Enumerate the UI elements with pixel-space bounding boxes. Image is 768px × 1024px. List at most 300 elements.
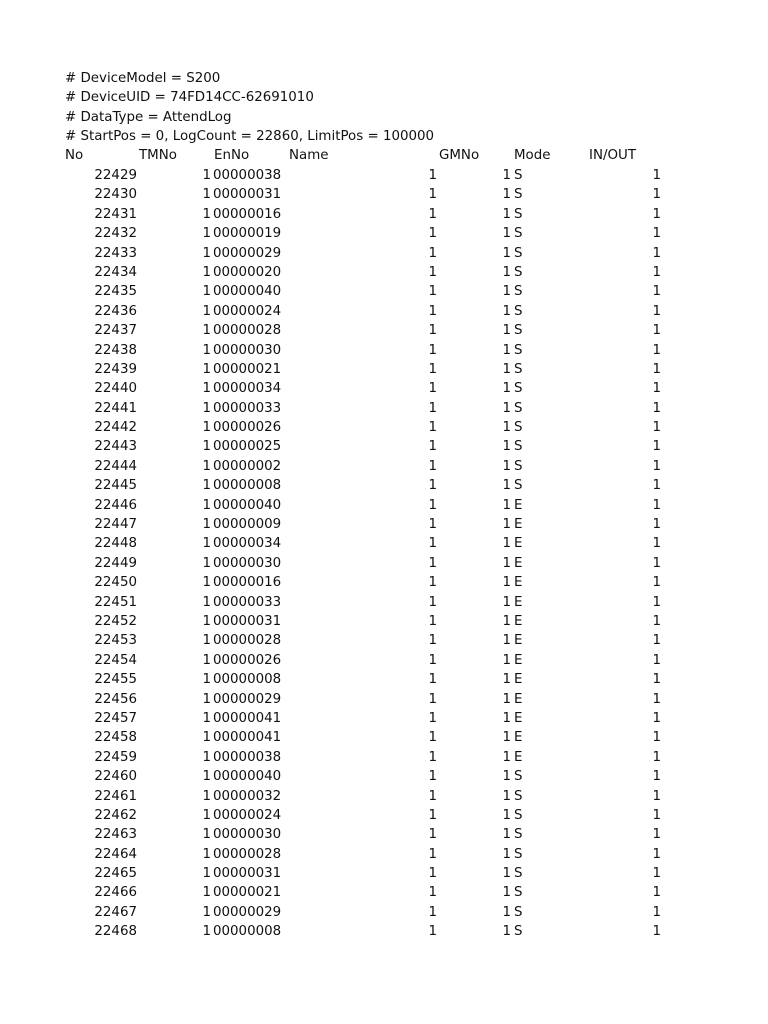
mode-letter: S: [514, 323, 523, 339]
terminal-no: 1: [202, 536, 211, 552]
gm-no: 1: [428, 342, 437, 358]
mode-code: 1: [502, 885, 511, 901]
enroll-no: 00000038: [213, 749, 282, 765]
column-header-inout: IN/OUT: [589, 148, 636, 163]
mode-letter: S: [514, 827, 523, 843]
mode-code: 1: [502, 187, 511, 203]
terminal-no: 1: [202, 769, 211, 785]
mode-letter: E: [514, 575, 523, 591]
log-no: 22451: [94, 594, 137, 610]
mode-letter: E: [514, 749, 523, 765]
terminal-no: 1: [202, 924, 211, 940]
enroll-no: 00000031: [213, 613, 282, 629]
in-out-value: 1: [652, 575, 661, 591]
log-no: 22449: [94, 555, 137, 571]
terminal-no: 1: [202, 478, 211, 494]
table-row: [0, 244, 768, 263]
terminal-no: 1: [202, 226, 211, 242]
mode-letter: S: [514, 400, 523, 416]
column-header-tmno: TMNo: [139, 148, 177, 163]
log-no: 22457: [94, 710, 137, 726]
mode-code: 1: [502, 730, 511, 746]
gm-no: 1: [428, 420, 437, 436]
mode-letter: E: [514, 536, 523, 552]
terminal-no: 1: [202, 613, 211, 629]
gm-no: 1: [428, 168, 437, 183]
table-row: [0, 922, 768, 941]
enroll-no: 00000029: [213, 904, 282, 920]
enroll-no: 00000028: [213, 846, 282, 862]
terminal-no: 1: [202, 594, 211, 610]
gm-no: 1: [428, 904, 437, 920]
gm-no: 1: [428, 517, 437, 533]
mode-code: 1: [502, 904, 511, 920]
column-header-no: No: [65, 148, 84, 163]
terminal-no: 1: [202, 458, 211, 474]
in-out-value: 1: [652, 633, 661, 649]
mode-code: 1: [502, 594, 511, 610]
log-no: 22465: [94, 866, 137, 882]
gm-no: 1: [428, 206, 437, 222]
log-no: 22430: [94, 187, 137, 203]
enroll-no: 00000038: [213, 168, 282, 183]
table-row: [0, 437, 768, 456]
terminal-no: 1: [202, 672, 211, 688]
mode-code: 1: [502, 866, 511, 882]
mode-letter: S: [514, 361, 523, 377]
gm-no: 1: [428, 264, 437, 280]
in-out-value: 1: [652, 924, 661, 940]
terminal-no: 1: [202, 885, 211, 901]
gm-no: 1: [428, 730, 437, 746]
mode-letter: S: [514, 866, 523, 882]
log-no: 22458: [94, 730, 137, 746]
terminal-no: 1: [202, 284, 211, 300]
terminal-no: 1: [202, 807, 211, 823]
terminal-no: 1: [202, 264, 211, 280]
gm-no: 1: [428, 788, 437, 804]
in-out-value: 1: [652, 846, 661, 862]
mode-code: 1: [502, 652, 511, 668]
in-out-value: 1: [652, 652, 661, 668]
enroll-no: 00000040: [213, 769, 282, 785]
in-out-value: 1: [652, 517, 661, 533]
table-row: [0, 341, 768, 360]
terminal-no: 1: [202, 245, 211, 261]
mode-letter: S: [514, 381, 523, 397]
enroll-no: 00000041: [213, 710, 282, 726]
log-no: 22461: [94, 788, 137, 804]
in-out-value: 1: [652, 245, 661, 261]
enroll-no: 00000002: [213, 458, 282, 474]
enroll-no: 00000030: [213, 342, 282, 358]
gm-no: 1: [428, 536, 437, 552]
in-out-value: 1: [652, 458, 661, 474]
in-out-value: 1: [652, 420, 661, 436]
mode-letter: E: [514, 672, 523, 688]
mode-code: 1: [502, 458, 511, 474]
mode-code: 1: [502, 749, 511, 765]
log-no: 22467: [94, 904, 137, 920]
log-no: 22466: [94, 885, 137, 901]
mode-letter: E: [514, 710, 523, 726]
table-row: [0, 670, 768, 689]
terminal-no: 1: [202, 652, 211, 668]
gm-no: 1: [428, 323, 437, 339]
table-row: [0, 845, 768, 864]
in-out-value: 1: [652, 691, 661, 707]
table-row: [0, 515, 768, 534]
in-out-value: 1: [652, 827, 661, 843]
mode-letter: S: [514, 439, 523, 455]
log-no: 22448: [94, 536, 137, 552]
table-row: [0, 185, 768, 204]
table-row: [0, 690, 768, 709]
enroll-no: 00000016: [213, 206, 282, 222]
in-out-value: 1: [652, 439, 661, 455]
gm-no: 1: [428, 807, 437, 823]
table-row: [0, 709, 768, 728]
enroll-no: 00000019: [213, 226, 282, 242]
mode-letter: E: [514, 633, 523, 649]
mode-letter: S: [514, 885, 523, 901]
terminal-no: 1: [202, 303, 211, 319]
log-no: 22453: [94, 633, 137, 649]
mode-letter: S: [514, 245, 523, 261]
mode-code: 1: [502, 536, 511, 552]
gm-no: 1: [428, 245, 437, 261]
in-out-value: 1: [652, 769, 661, 785]
in-out-value: 1: [652, 400, 661, 416]
table-row: [0, 631, 768, 650]
table-row: [0, 728, 768, 747]
in-out-value: 1: [652, 226, 661, 242]
mode-code: 1: [502, 168, 511, 183]
mode-code: 1: [502, 575, 511, 591]
log-no: 22435: [94, 284, 137, 300]
log-no: 22446: [94, 497, 137, 513]
mode-letter: S: [514, 846, 523, 862]
enroll-no: 00000024: [213, 303, 282, 319]
device-uid-line: # DeviceUID = 74FD14CC-62691010: [65, 90, 314, 106]
terminal-no: 1: [202, 168, 211, 183]
gm-no: 1: [428, 633, 437, 649]
log-no: 22438: [94, 342, 137, 358]
terminal-no: 1: [202, 788, 211, 804]
in-out-value: 1: [652, 788, 661, 804]
terminal-no: 1: [202, 497, 211, 513]
gm-no: 1: [428, 924, 437, 940]
terminal-no: 1: [202, 633, 211, 649]
gm-no: 1: [428, 187, 437, 203]
log-no: 22439: [94, 361, 137, 377]
log-no: 22455: [94, 672, 137, 688]
table-row: [0, 476, 768, 495]
enroll-no: 00000025: [213, 439, 282, 455]
in-out-value: 1: [652, 361, 661, 377]
mode-code: 1: [502, 769, 511, 785]
log-no: 22464: [94, 846, 137, 862]
gm-no: 1: [428, 769, 437, 785]
enroll-no: 00000034: [213, 536, 282, 552]
gm-no: 1: [428, 652, 437, 668]
table-row: [0, 748, 768, 767]
in-out-value: 1: [652, 536, 661, 552]
log-no: 22440: [94, 381, 137, 397]
in-out-value: 1: [652, 749, 661, 765]
enroll-no: 00000016: [213, 575, 282, 591]
column-header-gmno: GMNo: [439, 148, 480, 163]
mode-code: 1: [502, 264, 511, 280]
mode-letter: E: [514, 691, 523, 707]
terminal-no: 1: [202, 730, 211, 746]
enroll-no: 00000026: [213, 420, 282, 436]
in-out-value: 1: [652, 206, 661, 222]
table-row: [0, 787, 768, 806]
mode-code: 1: [502, 924, 511, 940]
mode-code: 1: [502, 672, 511, 688]
enroll-no: 00000008: [213, 672, 282, 688]
terminal-no: 1: [202, 323, 211, 339]
terminal-no: 1: [202, 439, 211, 455]
mode-letter: S: [514, 206, 523, 222]
mode-code: 1: [502, 633, 511, 649]
mode-letter: S: [514, 168, 523, 183]
table-row: [0, 224, 768, 243]
terminal-no: 1: [202, 187, 211, 203]
table-row: [0, 825, 768, 844]
mode-code: 1: [502, 381, 511, 397]
gm-no: 1: [428, 710, 437, 726]
mode-letter: E: [514, 517, 523, 533]
enroll-no: 00000040: [213, 497, 282, 513]
in-out-value: 1: [652, 555, 661, 571]
log-no: 22432: [94, 226, 137, 242]
in-out-value: 1: [652, 381, 661, 397]
log-no: 22452: [94, 613, 137, 629]
mode-code: 1: [502, 788, 511, 804]
mode-letter: S: [514, 458, 523, 474]
log-no: 22447: [94, 517, 137, 533]
table-row: [0, 573, 768, 592]
table-row: [0, 302, 768, 321]
mode-letter: S: [514, 226, 523, 242]
in-out-value: 1: [652, 284, 661, 300]
enroll-no: 00000030: [213, 555, 282, 571]
enroll-no: 00000033: [213, 594, 282, 610]
gm-no: 1: [428, 458, 437, 474]
data-type-line: # DataType = AttendLog: [65, 109, 232, 125]
log-info-line: # StartPos = 0, LogCount = 22860, LimitPos = 100000: [65, 129, 435, 145]
gm-no: 1: [428, 400, 437, 416]
terminal-no: 1: [202, 710, 211, 726]
table-row: [0, 806, 768, 825]
log-no: 22463: [94, 827, 137, 843]
gm-no: 1: [428, 749, 437, 765]
gm-no: 1: [428, 827, 437, 843]
gm-no: 1: [428, 613, 437, 629]
mode-letter: S: [514, 478, 523, 494]
enroll-no: 00000028: [213, 633, 282, 649]
enroll-no: 00000026: [213, 652, 282, 668]
mode-letter: E: [514, 497, 523, 513]
mode-letter: S: [514, 264, 523, 280]
gm-no: 1: [428, 846, 437, 862]
terminal-no: 1: [202, 517, 211, 533]
log-no: 22443: [94, 439, 137, 455]
table-row: [0, 282, 768, 301]
table-row: [0, 166, 768, 185]
in-out-value: 1: [652, 187, 661, 203]
table-row: [0, 321, 768, 340]
mode-code: 1: [502, 555, 511, 571]
mode-code: 1: [502, 691, 511, 707]
log-no: 22462: [94, 807, 137, 823]
mode-letter: S: [514, 303, 523, 319]
mode-code: 1: [502, 284, 511, 300]
mode-code: 1: [502, 206, 511, 222]
terminal-no: 1: [202, 575, 211, 591]
mode-code: 1: [502, 846, 511, 862]
table-row: [0, 883, 768, 902]
enroll-no: 00000021: [213, 885, 282, 901]
column-header-enno: EnNo: [214, 148, 250, 163]
log-no: 22454: [94, 652, 137, 668]
terminal-no: 1: [202, 420, 211, 436]
in-out-value: 1: [652, 807, 661, 823]
log-no: 22468: [94, 924, 137, 940]
enroll-no: 00000009: [213, 517, 282, 533]
mode-letter: S: [514, 769, 523, 785]
gm-no: 1: [428, 672, 437, 688]
gm-no: 1: [428, 284, 437, 300]
mode-code: 1: [502, 497, 511, 513]
gm-no: 1: [428, 439, 437, 455]
gm-no: 1: [428, 594, 437, 610]
gm-no: 1: [428, 478, 437, 494]
terminal-no: 1: [202, 206, 211, 222]
mode-letter: S: [514, 788, 523, 804]
enroll-no: 00000008: [213, 924, 282, 940]
enroll-no: 00000032: [213, 788, 282, 804]
enroll-no: 00000033: [213, 400, 282, 416]
log-no: 22460: [94, 769, 137, 785]
log-no: 22459: [94, 749, 137, 765]
table-row: [0, 864, 768, 883]
in-out-value: 1: [652, 478, 661, 494]
table-row: [0, 903, 768, 922]
in-out-value: 1: [652, 497, 661, 513]
log-no: 22436: [94, 303, 137, 319]
in-out-value: 1: [652, 342, 661, 358]
mode-code: 1: [502, 400, 511, 416]
mode-code: 1: [502, 439, 511, 455]
table-row: [0, 418, 768, 437]
mode-letter: E: [514, 555, 523, 571]
in-out-value: 1: [652, 672, 661, 688]
in-out-value: 1: [652, 730, 661, 746]
log-no: 22442: [94, 420, 137, 436]
in-out-value: 1: [652, 885, 661, 901]
enroll-no: 00000030: [213, 827, 282, 843]
in-out-value: 1: [652, 904, 661, 920]
terminal-no: 1: [202, 866, 211, 882]
table-row: [0, 593, 768, 612]
mode-letter: S: [514, 420, 523, 436]
terminal-no: 1: [202, 381, 211, 397]
in-out-value: 1: [652, 710, 661, 726]
mode-letter: E: [514, 730, 523, 746]
enroll-no: 00000040: [213, 284, 282, 300]
gm-no: 1: [428, 575, 437, 591]
enroll-no: 00000034: [213, 381, 282, 397]
table-row: [0, 263, 768, 282]
log-no: 22444: [94, 458, 137, 474]
mode-letter: E: [514, 613, 523, 629]
mode-letter: E: [514, 594, 523, 610]
table-row: [0, 379, 768, 398]
terminal-no: 1: [202, 904, 211, 920]
mode-letter: E: [514, 652, 523, 668]
gm-no: 1: [428, 691, 437, 707]
log-no: 22456: [94, 691, 137, 707]
mode-code: 1: [502, 342, 511, 358]
in-out-value: 1: [652, 866, 661, 882]
enroll-no: 00000041: [213, 730, 282, 746]
column-header-mode: Mode: [514, 148, 551, 163]
mode-code: 1: [502, 710, 511, 726]
log-no: 22434: [94, 264, 137, 280]
mode-letter: S: [514, 342, 523, 358]
mode-code: 1: [502, 420, 511, 436]
log-table-body: [0, 166, 768, 942]
mode-letter: S: [514, 807, 523, 823]
gm-no: 1: [428, 866, 437, 882]
log-no: 22445: [94, 478, 137, 494]
table-row: [0, 612, 768, 631]
mode-code: 1: [502, 303, 511, 319]
mode-letter: S: [514, 187, 523, 203]
mode-letter: S: [514, 924, 523, 940]
terminal-no: 1: [202, 400, 211, 416]
gm-no: 1: [428, 497, 437, 513]
log-no: 22431: [94, 206, 137, 222]
terminal-no: 1: [202, 361, 211, 377]
mode-code: 1: [502, 517, 511, 533]
table-row: [0, 496, 768, 515]
gm-no: 1: [428, 555, 437, 571]
column-header-name: Name: [289, 148, 329, 163]
terminal-no: 1: [202, 846, 211, 862]
mode-code: 1: [502, 478, 511, 494]
mode-code: 1: [502, 226, 511, 242]
terminal-no: 1: [202, 342, 211, 358]
in-out-value: 1: [652, 264, 661, 280]
gm-no: 1: [428, 303, 437, 319]
table-row: [0, 399, 768, 418]
in-out-value: 1: [652, 323, 661, 339]
mode-letter: S: [514, 904, 523, 920]
enroll-no: 00000020: [213, 264, 282, 280]
table-row: [0, 651, 768, 670]
device-model-line: # DeviceModel = S200: [65, 71, 221, 86]
in-out-value: 1: [652, 168, 661, 183]
in-out-value: 1: [652, 613, 661, 629]
enroll-no: 00000028: [213, 323, 282, 339]
table-row: [0, 767, 768, 786]
log-no: 22437: [94, 323, 137, 339]
table-row: [0, 554, 768, 573]
